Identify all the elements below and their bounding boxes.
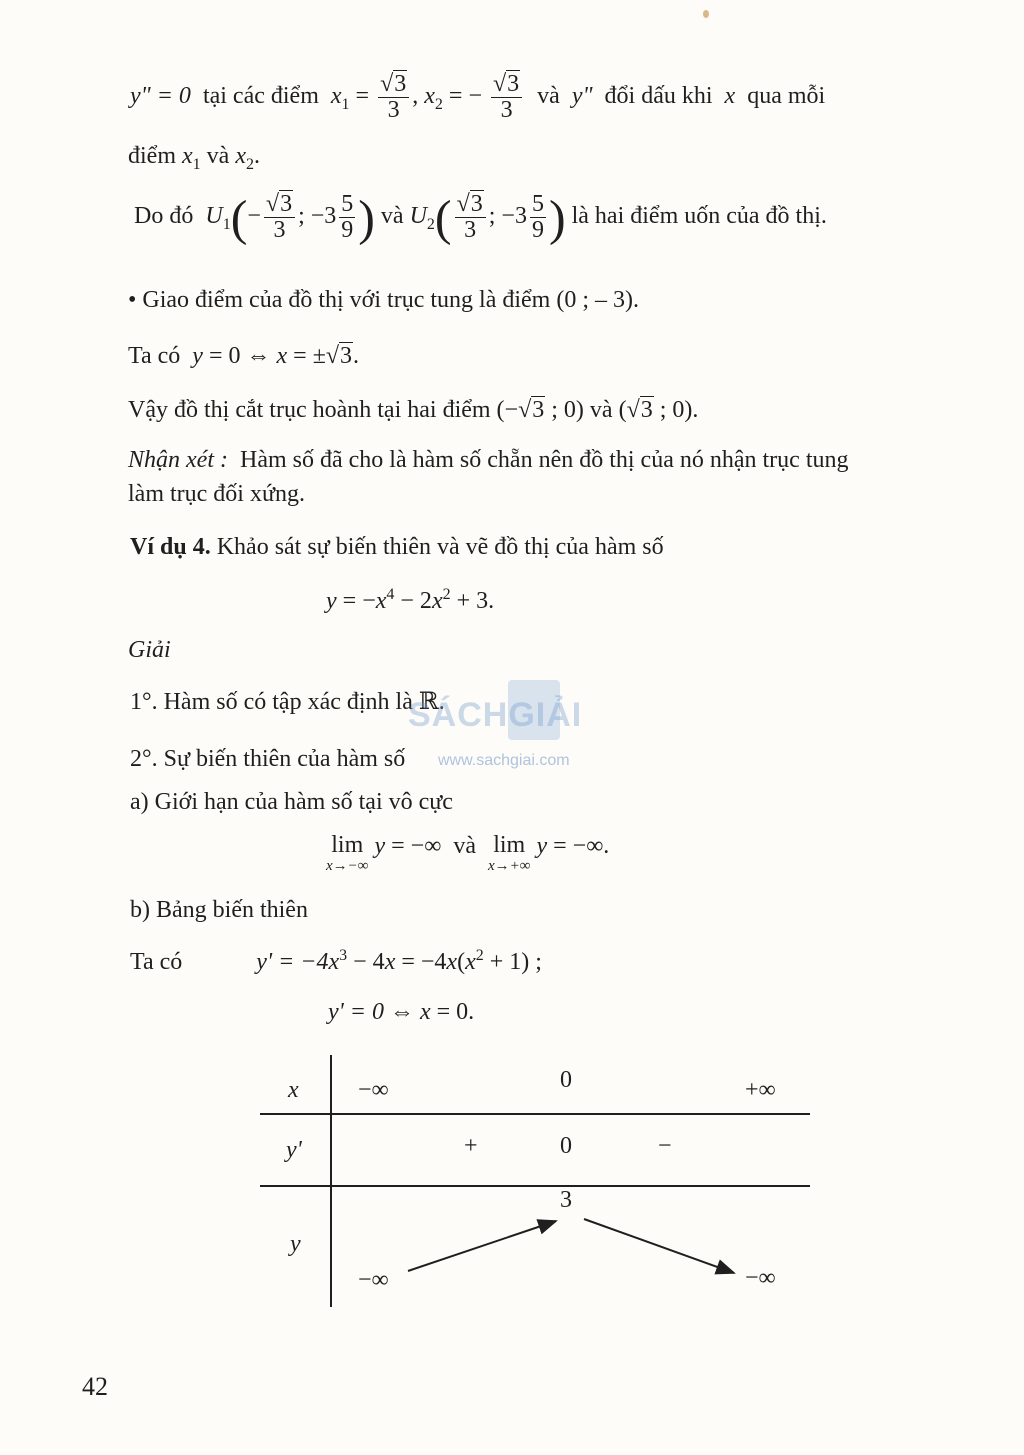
- text: (: [457, 949, 466, 975]
- line-remark-cont: làm trục đối xứng.: [128, 481, 305, 507]
- text: − 4: [347, 949, 385, 975]
- text: = 0.: [430, 999, 475, 1025]
- radicand: 3: [470, 191, 483, 217]
- line-inflection-points: [134, 189, 827, 246]
- subscript: 2: [245, 155, 254, 173]
- radicand: 3: [532, 397, 545, 423]
- watermark-g: G: [508, 696, 536, 734]
- line-x-intercepts: Vậy đồ thị cắt trục hoành tại hai điểm (−√3 ; 0) và (√3 ; 0).: [128, 397, 699, 423]
- denominator: 3: [464, 217, 477, 244]
- denominator: 9: [531, 217, 544, 244]
- row-label-yprime: y': [286, 1137, 302, 1163]
- denominator: 3: [500, 97, 513, 124]
- paren-close: ): [548, 189, 566, 246]
- fraction: $\frac{√3}{3}$: [491, 72, 522, 123]
- lim-text: lim: [493, 832, 526, 858]
- text: Do đó: [134, 203, 194, 230]
- step-variation: 2°. Sự biến thiên của hàm số: [130, 746, 406, 772]
- lim-subscript: x→−∞: [326, 858, 369, 875]
- y-max: 3: [560, 1187, 572, 1213]
- example-label: Ví dụ 4.: [130, 534, 211, 560]
- x-zero: 0: [560, 1067, 572, 1093]
- var: x: [384, 949, 396, 975]
- lim-subscript: x→+∞: [487, 858, 531, 875]
- text: tại các điểm: [202, 83, 319, 110]
- var: y: [192, 343, 203, 369]
- text: y' = 0 ⇔: [328, 999, 414, 1025]
- paren-close: ): [358, 189, 375, 246]
- text: và: [453, 833, 476, 859]
- var: y: [536, 833, 548, 859]
- watermark: [408, 680, 628, 770]
- denominator: 3: [387, 97, 400, 124]
- yprime-minus: −: [658, 1133, 672, 1159]
- text: =: [355, 83, 370, 110]
- var: x: [724, 83, 736, 110]
- radicand: 3: [280, 191, 293, 217]
- text: ; −3: [298, 203, 337, 230]
- line-remark: [128, 446, 849, 475]
- var: x: [424, 83, 435, 110]
- text: y": [571, 83, 593, 110]
- var: x: [182, 143, 193, 169]
- subscript: 2: [426, 216, 435, 233]
- derivative-zero: [328, 998, 474, 1027]
- text: = ±: [293, 343, 326, 369]
- var: x: [465, 949, 476, 975]
- text: = −∞.: [553, 833, 610, 859]
- text: Vậy đồ thị cắt trục hoành tại hai điểm (−: [128, 397, 519, 423]
- var: x: [375, 588, 387, 614]
- text: = 0 ⇔: [208, 343, 271, 369]
- line-roots: Ta có y = 0 ⇔ x = ±√3.: [128, 343, 360, 369]
- text: Ta có: [130, 949, 183, 975]
- line-example-title: [130, 533, 664, 562]
- y-right-neg-inf: −∞: [745, 1265, 776, 1291]
- var: y: [326, 588, 337, 614]
- denominator: 3: [273, 217, 286, 244]
- paren-open: (: [230, 189, 248, 246]
- text: Hàm số đã cho là hàm số chẵn nên đồ thị của nó nhận trục tung: [239, 447, 849, 473]
- x-pos-inf: +∞: [745, 1077, 776, 1103]
- fraction: $\frac{√3}{3}$: [378, 72, 409, 123]
- var: y: [374, 833, 386, 859]
- row-label-y: y: [290, 1231, 301, 1257]
- exponent: 2: [442, 586, 451, 603]
- exponent: 3: [339, 947, 348, 964]
- var: x: [330, 83, 342, 110]
- var: x: [419, 999, 431, 1025]
- watermark-left: SÁCH: [408, 696, 509, 734]
- limit: [488, 832, 530, 875]
- var: x: [276, 343, 288, 369]
- text: .: [253, 143, 260, 169]
- solution-heading: Giải: [128, 637, 171, 663]
- text: và: [206, 143, 230, 169]
- fraction: [339, 192, 355, 243]
- fraction: $\frac{√3}{3}$: [455, 192, 486, 243]
- table-heading: b) Bảng biến thiên: [130, 897, 308, 923]
- subscript: 1: [341, 96, 350, 113]
- limit: [326, 832, 368, 875]
- text: + 3.: [450, 588, 495, 614]
- numerator: 5: [531, 191, 544, 217]
- fraction: $\frac{√3}{3}$: [264, 192, 295, 243]
- text: Ta có: [128, 343, 181, 369]
- exponent: 4: [386, 586, 395, 603]
- lim-text: lim: [331, 832, 364, 858]
- text: ; 0) và (: [545, 397, 627, 423]
- var: x: [235, 143, 246, 169]
- radicand: 3: [340, 343, 353, 369]
- line-y-intercept: • Giao điểm của đồ thị với trục tung là điểm (0 ; – 3).: [128, 287, 639, 313]
- x-neg-inf: −∞: [358, 1077, 389, 1103]
- variation-arrows: [260, 1055, 820, 1315]
- step-domain: 1°. Hàm số có tập xác định là ℝ.: [130, 689, 445, 715]
- var: x: [446, 949, 458, 975]
- increasing-arrow: [408, 1221, 556, 1271]
- text: .: [353, 343, 360, 369]
- limits-heading: a) Giới hạn của hàm số tại vô cực: [130, 789, 453, 815]
- radicand: 3: [394, 71, 407, 97]
- fraction: [530, 192, 546, 243]
- subscript: 2: [434, 96, 443, 113]
- text: là hai điểm uốn của đồ thị.: [571, 203, 827, 230]
- numerator: 5: [341, 191, 354, 217]
- yprime-zero: 0: [560, 1133, 572, 1159]
- var: x: [328, 949, 340, 975]
- text: Khảo sát sự biến thiên và vẽ đồ thị của hàm số: [216, 534, 664, 560]
- variation-table: [260, 1055, 820, 1315]
- text: và: [537, 83, 560, 110]
- subscript: 1: [222, 216, 231, 233]
- text: ,: [412, 83, 419, 110]
- remark-label: Nhận xét :: [128, 447, 228, 473]
- text: = −: [342, 588, 376, 614]
- text: ; 0).: [653, 397, 699, 423]
- derivative-line: [130, 946, 542, 977]
- line-points: [128, 142, 260, 174]
- text: − 2: [394, 588, 432, 614]
- watermark-right: IẢI: [535, 696, 583, 734]
- text: và: [380, 203, 404, 230]
- text: = −∞: [391, 833, 442, 859]
- y-left-neg-inf: −∞: [358, 1267, 389, 1293]
- text: điểm: [128, 143, 176, 169]
- point-name: U: [409, 203, 427, 230]
- watermark-text: [408, 696, 582, 735]
- text: + 1) ;: [483, 949, 542, 975]
- text: = −: [448, 83, 482, 110]
- yprime-plus: +: [464, 1133, 478, 1159]
- page-number: 42: [82, 1372, 108, 1401]
- decreasing-arrow: [584, 1219, 734, 1273]
- point-name: U: [205, 203, 223, 230]
- text: qua mỗi: [747, 83, 826, 110]
- paren-open: (: [434, 189, 452, 246]
- subscript: 1: [192, 155, 201, 173]
- text: y" = 0: [130, 83, 191, 110]
- text: đổi dấu khi: [604, 83, 713, 110]
- line-inflection-condition: [130, 72, 825, 123]
- text: −: [247, 203, 261, 230]
- radicand: 3: [507, 71, 520, 97]
- function-formula: [326, 585, 494, 616]
- limits-formula: [326, 832, 609, 875]
- radicand: 3: [640, 397, 653, 423]
- text: ; −3: [488, 203, 527, 230]
- watermark-url: www.sachgiai.com: [438, 752, 570, 769]
- paper-stain: [703, 10, 709, 18]
- var: x: [431, 588, 443, 614]
- denominator: 9: [341, 217, 354, 244]
- row-label-x: x: [288, 1077, 299, 1103]
- text: y' = −4: [256, 949, 329, 975]
- exponent: 2: [475, 947, 484, 964]
- text: = −4: [395, 949, 447, 975]
